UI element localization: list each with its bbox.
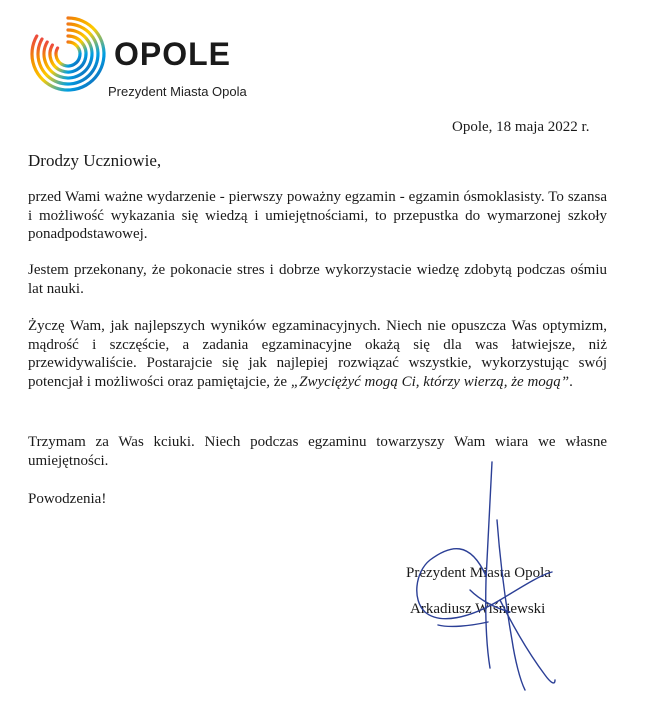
letterhead — [28, 14, 288, 104]
paragraph-2: Jestem przekonany, że pokonacie stres i dobrze wykorzystacie wiedzę zdobytą podczas ośmiu lat nauki. — [28, 262, 607, 297]
signer-name: Arkadiusz Wiśniewski — [410, 601, 546, 617]
paragraph-3-main: Życzę Wam, jak najlepszych wyników egzaminacyjnych. Niech nie opuszcza Was optymizm, mądrość i szczęście, a zadania egzaminacyjne okażą się dla was łatwiejsze, niż przewidywaliście. Postarajcie się jak najlepiej rozwiązać wszystkie, wykorzystując swój potencjał i możliwości oraz pamiętajcie, że — [28, 318, 607, 390]
signer-title: Prezydent Miasta Opola — [406, 565, 551, 581]
paragraph-3 — [28, 317, 607, 391]
motto-quote: „Zwyciężyć mogą Ci, którzy wierzą, że mogą” — [290, 373, 570, 390]
paragraph-4: Trzymam za Was kciuki. Niech podczas egzaminu towarzyszy Wam wiara we własne umiejętności. — [28, 434, 607, 469]
closing: Powodzenia! — [28, 491, 107, 507]
org-office: Prezydent Miasta Opola — [108, 84, 247, 99]
paragraph-3-end: . — [569, 373, 573, 390]
letter-date: Opole, 18 maja 2022 r. — [452, 119, 590, 135]
org-name: OPOLE — [114, 36, 232, 72]
opole-rings-logo-icon — [28, 14, 108, 94]
paragraph-1: przed Wami ważne wydarzenie - pierwszy poważny egzamin - egzamin ósmoklasisty. To szansa i możliwość wykazania się wiedzą i umiejętnościami, to przepustka do wymarzonej szkoły ponadpodstawowej. — [28, 189, 607, 242]
salutation: Drodzy Uczniowie, — [28, 151, 162, 170]
